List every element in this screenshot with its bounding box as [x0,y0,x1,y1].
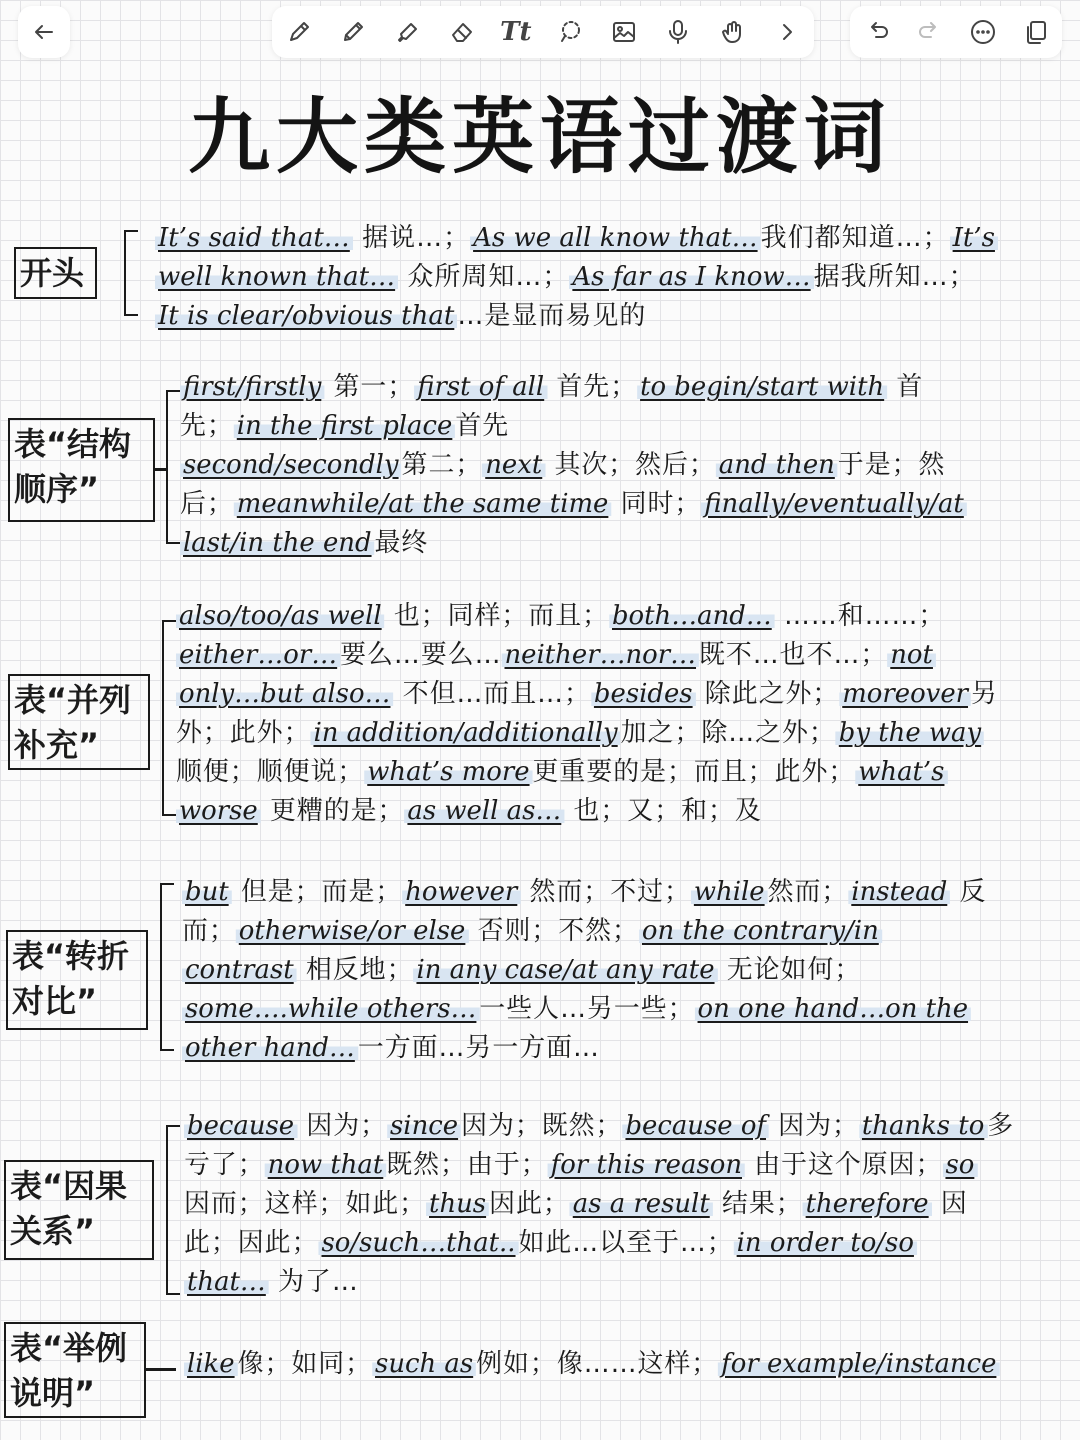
content-line [180,407,1076,446]
label-line: 表“因果 [10,1167,128,1205]
more-icon[interactable] [966,15,1000,49]
phrase: As we all know that… [470,223,761,253]
section-content-cause-effect [184,1107,1080,1302]
phrase: like [184,1349,238,1379]
meaning: 否则；不然； [468,916,639,946]
section-bracket [166,1125,180,1295]
meaning: 结果； [712,1189,803,1219]
meaning: 先； [180,411,234,441]
meaning: 第一； [324,372,415,402]
meaning: 最终 [374,528,429,558]
phrase: some….while others… [182,994,479,1024]
phrase: next [482,450,545,480]
phrase: what’s more [364,757,532,787]
content-line [176,597,1076,636]
section-content-sequence [180,368,1080,563]
pages-icon[interactable] [1019,15,1053,49]
meaning: 因此； [489,1189,570,1219]
meaning: 如此…以至于…； [518,1228,734,1258]
phrase: worse [176,796,261,826]
section-bracket [160,883,174,1051]
meaning: 后； [180,489,234,519]
content-line [184,1146,1076,1185]
section-content-addition [176,597,1080,831]
meaning: 一些人…另一些； [479,994,695,1024]
phrase: either…or… [176,640,340,670]
phrase: instead [848,877,950,907]
label-line: 开头 [20,254,85,292]
phrase: because of [622,1111,769,1141]
content-line [184,1107,1076,1146]
content-line [180,524,1076,563]
label-line: 表“转折 [12,937,130,975]
content-line [176,792,1076,831]
phrase: not [887,640,936,670]
phrase: for example/instance [718,1349,999,1379]
content-line [184,1345,1076,1384]
meaning: 然而；不过； [520,877,691,907]
label-line: 表“结构 [14,425,132,463]
meaning: 于是；然 [837,450,946,480]
label-line: 对比” [12,981,98,1020]
phrase: neither…nor… [502,640,700,670]
content-line [176,753,1076,792]
meaning: 由于这个原因； [744,1150,943,1180]
phrase: therefore [803,1189,932,1219]
meaning: 众所周知…； [398,262,570,292]
meaning: 而； [182,916,236,946]
content-line [180,446,1076,485]
phrase: by the way [836,718,984,748]
phrase: As far as I know… [569,262,813,292]
phrase: on the contrary/in [639,916,882,946]
text-icon[interactable]: Tt [500,17,532,47]
section-label-cause-effect [4,1160,154,1260]
meaning: 其次；然后； [545,450,716,480]
phrase: because [184,1111,297,1141]
content-line [155,297,1075,336]
meaning: 首 [887,372,924,402]
phrase: both…and… [609,601,775,631]
meaning: 像；如同； [237,1349,373,1379]
section-content-examples [184,1345,1080,1384]
phrase: other hand… [182,1033,358,1063]
phrase: that… [184,1267,269,1297]
content-line [176,714,1076,753]
phrase: but [182,877,232,907]
image-icon[interactable] [607,15,641,49]
phrase: on one hand…on the [695,994,971,1024]
content-line [182,951,1076,990]
label-line: 表“并列 [14,681,132,719]
meaning: 顺便；顺便说； [176,757,365,787]
content-line [182,990,1076,1029]
phrase: as a result [570,1189,713,1219]
phrase: what’s [855,757,947,787]
phrase: well known that… [155,262,398,292]
microphone-icon[interactable] [661,15,695,49]
meaning: 据说…； [352,223,471,253]
undo-icon[interactable] [860,15,894,49]
phrase: finally/eventually/at [701,489,967,519]
lasso-icon[interactable] [553,15,587,49]
meaning: 相反地； [296,955,414,985]
phrase: while [691,877,768,907]
highlighter-icon[interactable] [390,15,424,49]
phrase: such as [372,1349,476,1379]
section-bracket [166,390,180,544]
meaning: 更重要的是；而且；此外； [532,757,856,787]
pencil-icon[interactable] [336,15,370,49]
phrase: and then [716,450,838,480]
pen-icon[interactable] [282,15,316,49]
meaning: 首先； [547,372,638,402]
section-bracket [124,230,138,316]
section-content-opening [155,219,1075,336]
meaning: 因 [931,1189,968,1219]
meaning: 此；因此； [184,1228,319,1258]
phrase: since [387,1111,461,1141]
label-line: 补充” [14,725,100,764]
phrase: now that [265,1150,387,1180]
edit-toolbar [850,6,1062,58]
meaning: 更糟的是； [260,796,405,826]
meaning: 除此之外； [695,679,840,709]
section-label-examples [4,1322,146,1418]
label-line: 顺序” [14,469,100,508]
content-line [176,636,1076,675]
phrase: also/too/as well [176,601,385,631]
hand-icon[interactable] [716,15,750,49]
meaning: 例如；像……这样； [476,1349,719,1379]
meaning: 然而； [767,877,849,907]
section-label-sequence [8,418,155,522]
meaning: 要么…要么… [340,640,502,670]
meaning: …是显而易见的 [457,301,647,331]
meaning: 为了… [268,1267,359,1297]
phrase: first of all [414,372,547,402]
content-line [180,485,1076,524]
eraser-icon[interactable] [445,15,479,49]
phrase: first/firstly [180,372,324,402]
meaning: 另 [971,679,998,709]
phrase: in any case/at any rate [413,955,717,985]
content-line [155,219,1075,258]
meaning: 因为； [768,1111,859,1141]
content-line [184,1224,1076,1263]
phrase: besides [591,679,696,709]
phrase: It’s [950,223,998,253]
section-content-contrast [182,873,1080,1068]
phrase: as well as… [404,796,564,826]
phrase: however [402,877,520,907]
content-line [184,1185,1076,1224]
chevron-right-icon[interactable] [770,15,804,49]
phrase: for this reason [548,1150,745,1180]
phrase: to begin/start with [637,372,887,402]
phrase: only…but also… [176,679,393,709]
meaning: 亏了； [184,1150,265,1180]
label-line: 表“举例 [10,1329,128,1367]
phrase: thus [426,1189,489,1219]
phrase: moreover [839,679,971,709]
meaning: 因为； [297,1111,388,1141]
phrase: contrast [182,955,297,985]
meaning: 无论如何； [717,955,862,985]
meaning: 外；此外； [176,718,311,748]
meaning: 也；又；和；及 [564,796,762,826]
content-line [176,675,1076,714]
section-connector [146,1368,176,1371]
phrase: second/secondly [180,450,402,480]
phrase: so [942,1150,977,1180]
meaning: 据我所知…； [813,262,976,292]
meaning: 加之；除…之外； [620,718,836,748]
content-line [182,912,1076,951]
phrase: last/in the end [180,528,375,558]
meaning: 多 [987,1111,1015,1141]
meaning: 首先 [455,411,510,441]
meaning: 因而；这样；如此； [184,1189,427,1219]
meaning: 反 [950,877,987,907]
meaning: 不但…而且…； [393,679,591,709]
label-line: 关系” [10,1211,96,1250]
meaning: 但是；而是； [231,877,403,907]
phrase: so/such…that.. [318,1228,518,1258]
redo-icon[interactable] [913,15,947,49]
content-line [182,1029,1076,1068]
meaning: ……和……； [774,601,946,631]
meaning: 既然；由于； [386,1150,548,1180]
phrase: in addition/additionally [310,718,620,748]
meaning: 同时； [611,489,702,519]
section-label-opening [14,247,97,299]
drawing-toolbar [272,6,814,58]
phrase: in the first place [234,411,456,441]
page-title: 九大类英语过渡词 [187,90,892,185]
phrase: thanks to [859,1111,987,1141]
phrase: meanwhile/at the same time [234,489,612,519]
section-label-contrast [6,930,148,1030]
content-line [155,258,1075,297]
label-line: 说明” [10,1373,96,1412]
meaning: 我们都知道…； [760,223,950,253]
meaning: 既不…也不…； [699,640,888,670]
meaning: 也；同样；而且； [384,601,609,631]
content-line [180,368,1076,407]
phrase: otherwise/or else [236,916,469,946]
phrase: It is clear/obvious that [155,301,457,331]
content-line [184,1263,1076,1302]
meaning: 第二； [401,450,483,480]
arrow-left-icon [27,15,61,49]
section-label-addition [8,674,150,770]
section-bracket [162,620,176,816]
back-button[interactable] [18,6,70,58]
meaning: 一方面…另一方面… [357,1033,600,1063]
phrase: It’s said that… [155,223,353,253]
phrase: in order to/so [734,1228,917,1258]
meaning: 因为；既然； [461,1111,623,1141]
content-line [182,873,1076,912]
